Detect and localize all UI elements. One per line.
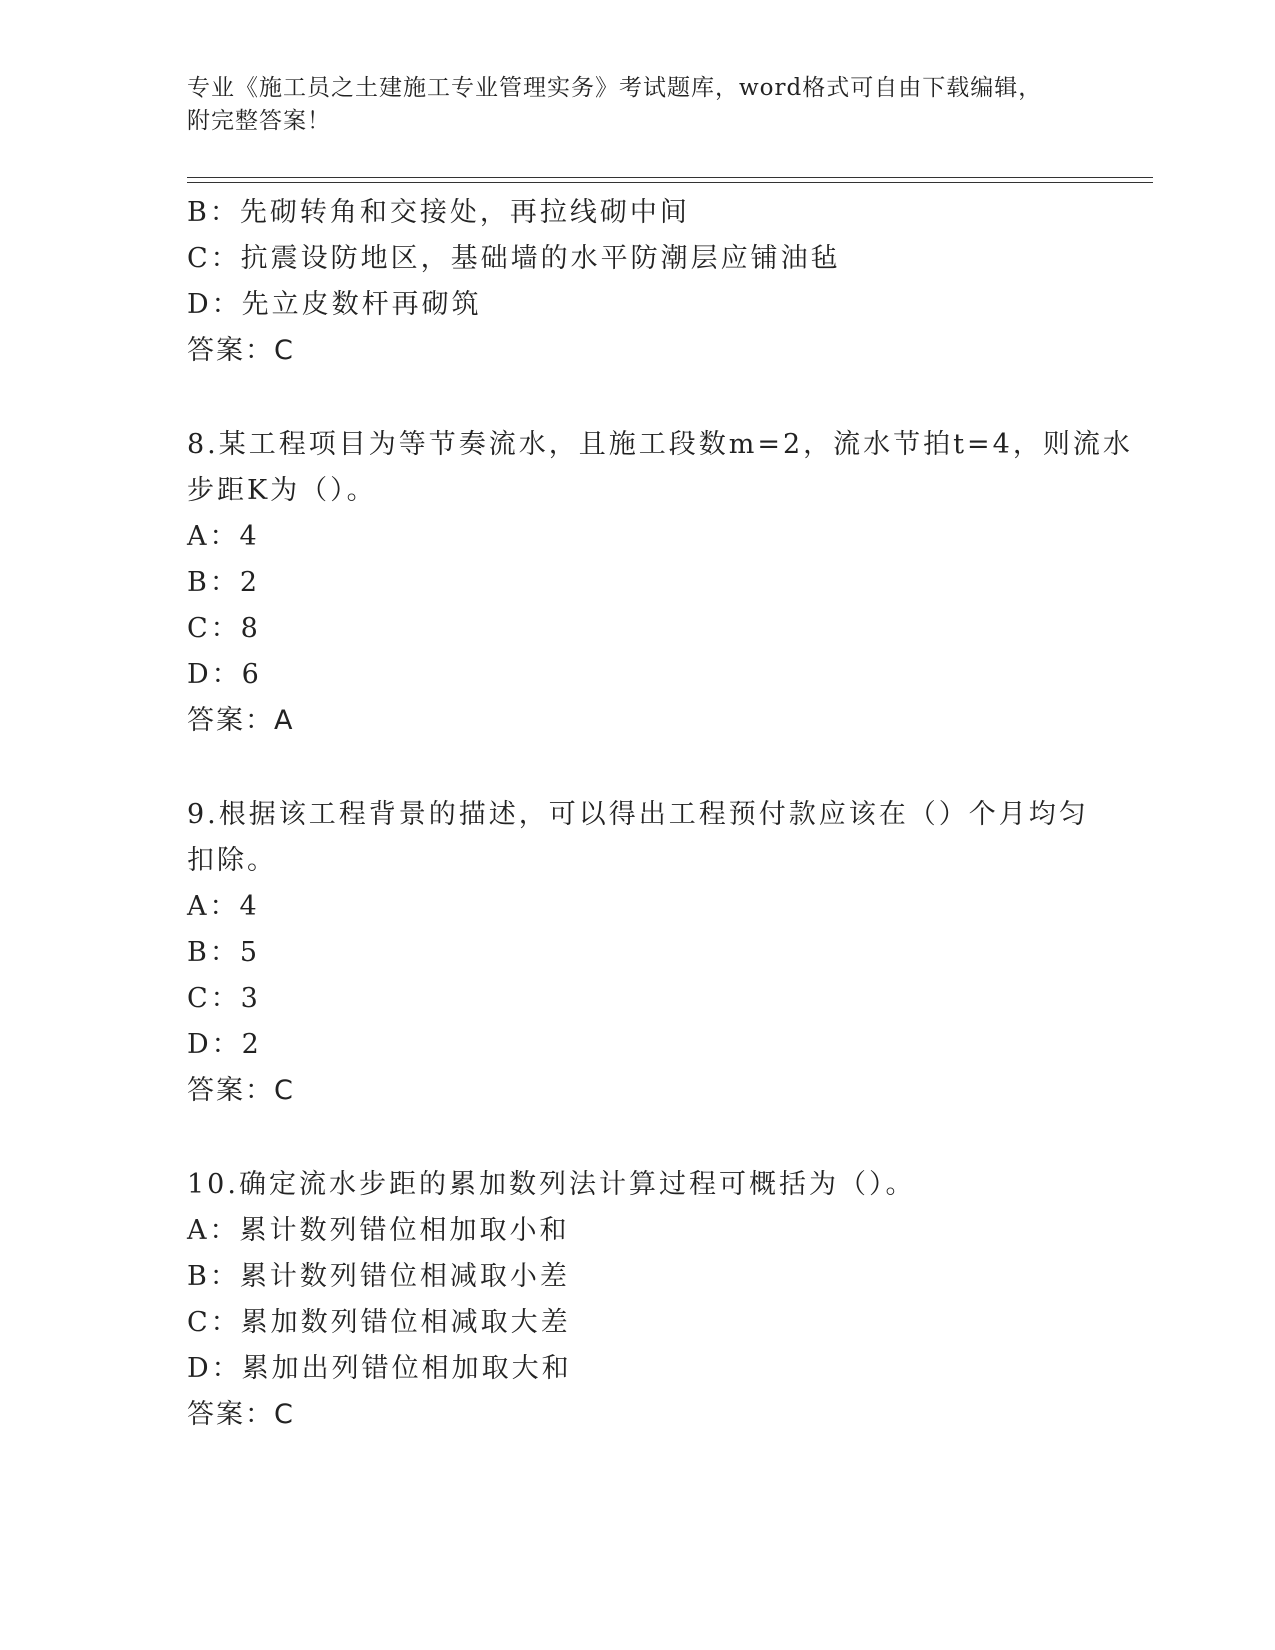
question-list <box>187 190 1133 1438</box>
answer: 答案：A <box>187 705 295 736</box>
answer: 答案：C <box>187 1075 295 1106</box>
question-stem-line-2: 步距K为（）。 <box>187 475 377 506</box>
spacer <box>187 374 1107 422</box>
option-b: B：2 <box>187 567 261 598</box>
document-header <box>187 72 1067 138</box>
spacer <box>187 744 1107 792</box>
option-c: C：3 <box>187 983 261 1014</box>
option-c: C：抗震设防地区，基础墙的水平防潮层应铺油毡 <box>187 243 841 274</box>
question-10 <box>187 1162 1107 1438</box>
question-9 <box>187 792 1107 1114</box>
question-stem-line-1: 9.根据该工程背景的描述，可以得出工程预付款应该在（）个月均匀 <box>187 799 1089 830</box>
header-rule-bottom <box>187 182 1153 183</box>
question-stem-line-1: 8.某工程项目为等节奏流水，且施工段数m=2，流水节拍t=4，则流水 <box>187 429 1133 460</box>
spacer <box>187 1114 1107 1162</box>
option-b: B：先砌转角和交接处，再拉线砌中间 <box>187 197 690 228</box>
option-b: B：累计数列错位相减取小差 <box>187 1261 570 1292</box>
answer: 答案：C <box>187 1399 295 1430</box>
option-d: D：累加出列错位相加取大和 <box>187 1353 572 1384</box>
question-7-tail <box>187 190 1107 374</box>
question-stem-line-1: 10.确定流水步距的累加数列法计算过程可概括为（）。 <box>187 1169 916 1200</box>
option-a: A：4 <box>187 891 260 922</box>
option-d: D：6 <box>187 659 262 690</box>
option-c: C：8 <box>187 613 261 644</box>
header-line-2: 附完整答案！ <box>187 108 331 134</box>
question-stem-line-2: 扣除。 <box>187 845 277 876</box>
option-d: D：2 <box>187 1029 262 1060</box>
option-a: A：累计数列错位相加取小和 <box>187 1215 570 1246</box>
option-d: D：先立皮数杆再砌筑 <box>187 289 482 320</box>
option-b: B：5 <box>187 937 261 968</box>
option-c: C：累加数列错位相减取大差 <box>187 1307 571 1338</box>
question-8 <box>187 422 1133 744</box>
option-a: A：4 <box>187 521 260 552</box>
header-rule-top <box>187 177 1153 178</box>
answer: 答案：C <box>187 335 295 366</box>
header-line-1: 专业《施工员之土建施工专业管理实务》考试题库，word格式可自由下载编辑， <box>187 75 1043 101</box>
